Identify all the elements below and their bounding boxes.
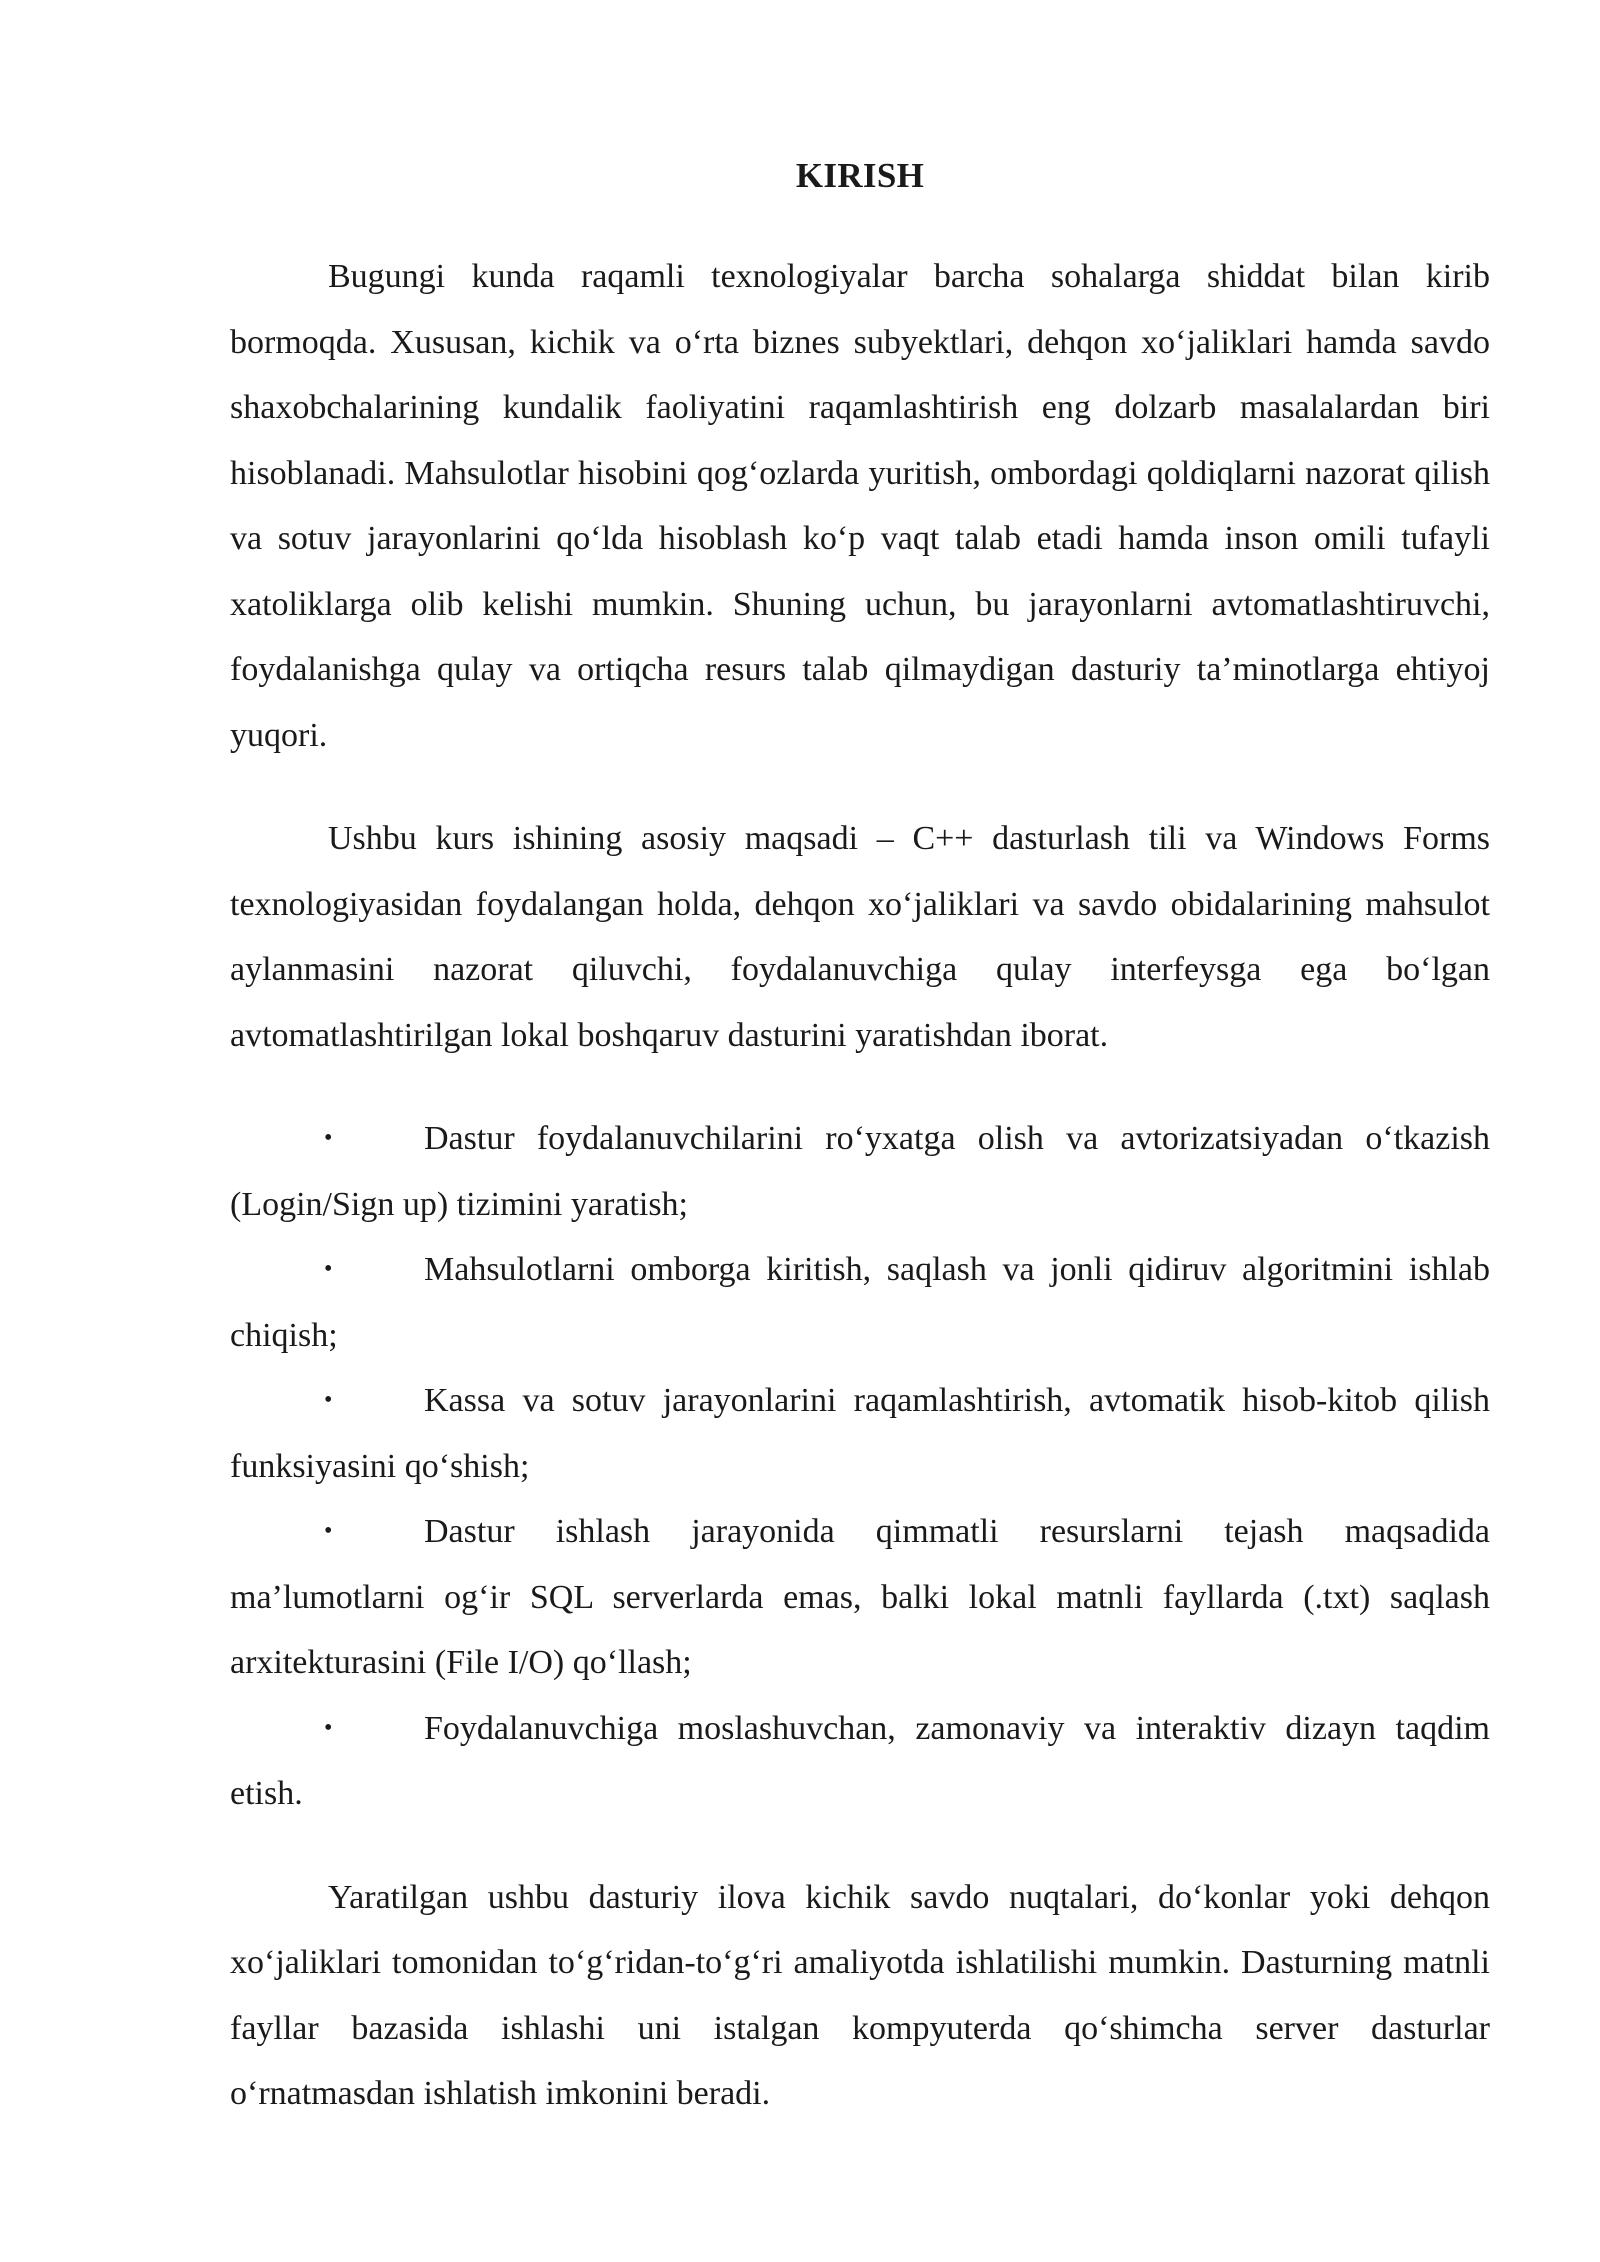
conclusion-paragraph: Yaratilgan ushbu dasturiy ilova kichik savdo nuqtalari, do‘konlar yoki dehqon xo‘jaliklari tomonidan to‘g‘ridan-to‘g‘ri amaliyotda ishlatilishi mumkin. Dasturning matnli fayllar bazasida ishlashi uni istalgan kompyuterda qo‘shimcha server dasturlar o‘rnatmasdan ishlatish imkonini beradi. (230, 1878, 1490, 2112)
list-item-text: Dastur foydalanuvchilarini ro‘yxatga olish va avtorizatsiyadan o‘tkazish (Login/Sign up) tizimini yaratish; (230, 1120, 1490, 1223)
bullet-icon: • (324, 1256, 333, 1282)
list-item (230, 1237, 1490, 1368)
list-item-text: Foydalanuvchiga moslashuvchan, zamonaviy va interaktiv dizayn taqdim etish. (230, 1709, 1490, 1812)
goal-paragraph: Ushbu kurs ishining asosiy maqsadi – C++ dasturlash tili va Windows Forms texnologiyasidan foydalangan holda, dehqon xo‘jaliklari va savdo obidalarining mahsulot aylanmasini nazorat qiluvchi, foydalanuvchiga qulay interfeysga ega bo‘lgan avtomatlashtirilgan lokal boshqaruv dasturini yaratishdan iborat. (230, 820, 1490, 1054)
list-item (230, 1106, 1490, 1237)
list-item (230, 1368, 1490, 1499)
page-content (230, 150, 1490, 2127)
task-list (230, 1106, 1490, 1827)
paragraph-spacer (230, 1068, 1490, 1106)
list-item-text: Dastur ishlash jarayonida qimmatli resurslarni tejash maqsadida ma’lumotlarni og‘ir SQL serverlarda emas, balki lokal matnli fayllarda (.txt) saqlash arxitekturasini (File I/O) qo‘llash; (230, 1513, 1490, 1681)
list-item-text: Mahsulotlarni omborga kiritish, saqlash va jonli qidiruv algoritmini ishlab chiqish; (230, 1251, 1490, 1354)
intro-paragraph: Bugungi kunda raqamli texnologiyalar barcha sohalarga shiddat bilan kirib bormoqda. Xususan, kichik va o‘rta biznes subyektlari, dehqon xo‘jaliklari hamda savdo shaxobchalarining kundalik faoliyatini raqamlashtirish eng dolzarb masalalardan biri hisoblanadi. Mahsulotlar hisobini qog‘ozlarda yuritish, ombordagi qoldiqlarni nazorat qilish va sotuv jarayonlarini qo‘lda hisoblash ko‘p vaqt talab etadi hamda inson omili tufayli xatoliklarga olib kelishi mumkin. Shuning uchun, bu jarayonlarni avtomatlashtiruvchi, foydalanishga qulay va ortiqcha resurs talab qilmaydigan dasturiy ta’minotlarga ehtiyoj yuqori. (230, 258, 1490, 754)
list-item-text: Kassa va sotuv jarayonlarini raqamlashtirish, avtomatik hisob-kitob qilish funksiyasini qo‘shish; (230, 1382, 1490, 1485)
paragraph-spacer (230, 1827, 1490, 1865)
bullet-icon: • (324, 1125, 333, 1151)
list-item (230, 1696, 1490, 1827)
bullet-icon: • (324, 1387, 333, 1413)
bullet-icon: • (324, 1714, 333, 1741)
paragraph-spacer (230, 768, 1490, 806)
page-title: KIRISH (795, 156, 925, 195)
bullet-icon: • (324, 1518, 333, 1544)
list-item (230, 1499, 1490, 1696)
